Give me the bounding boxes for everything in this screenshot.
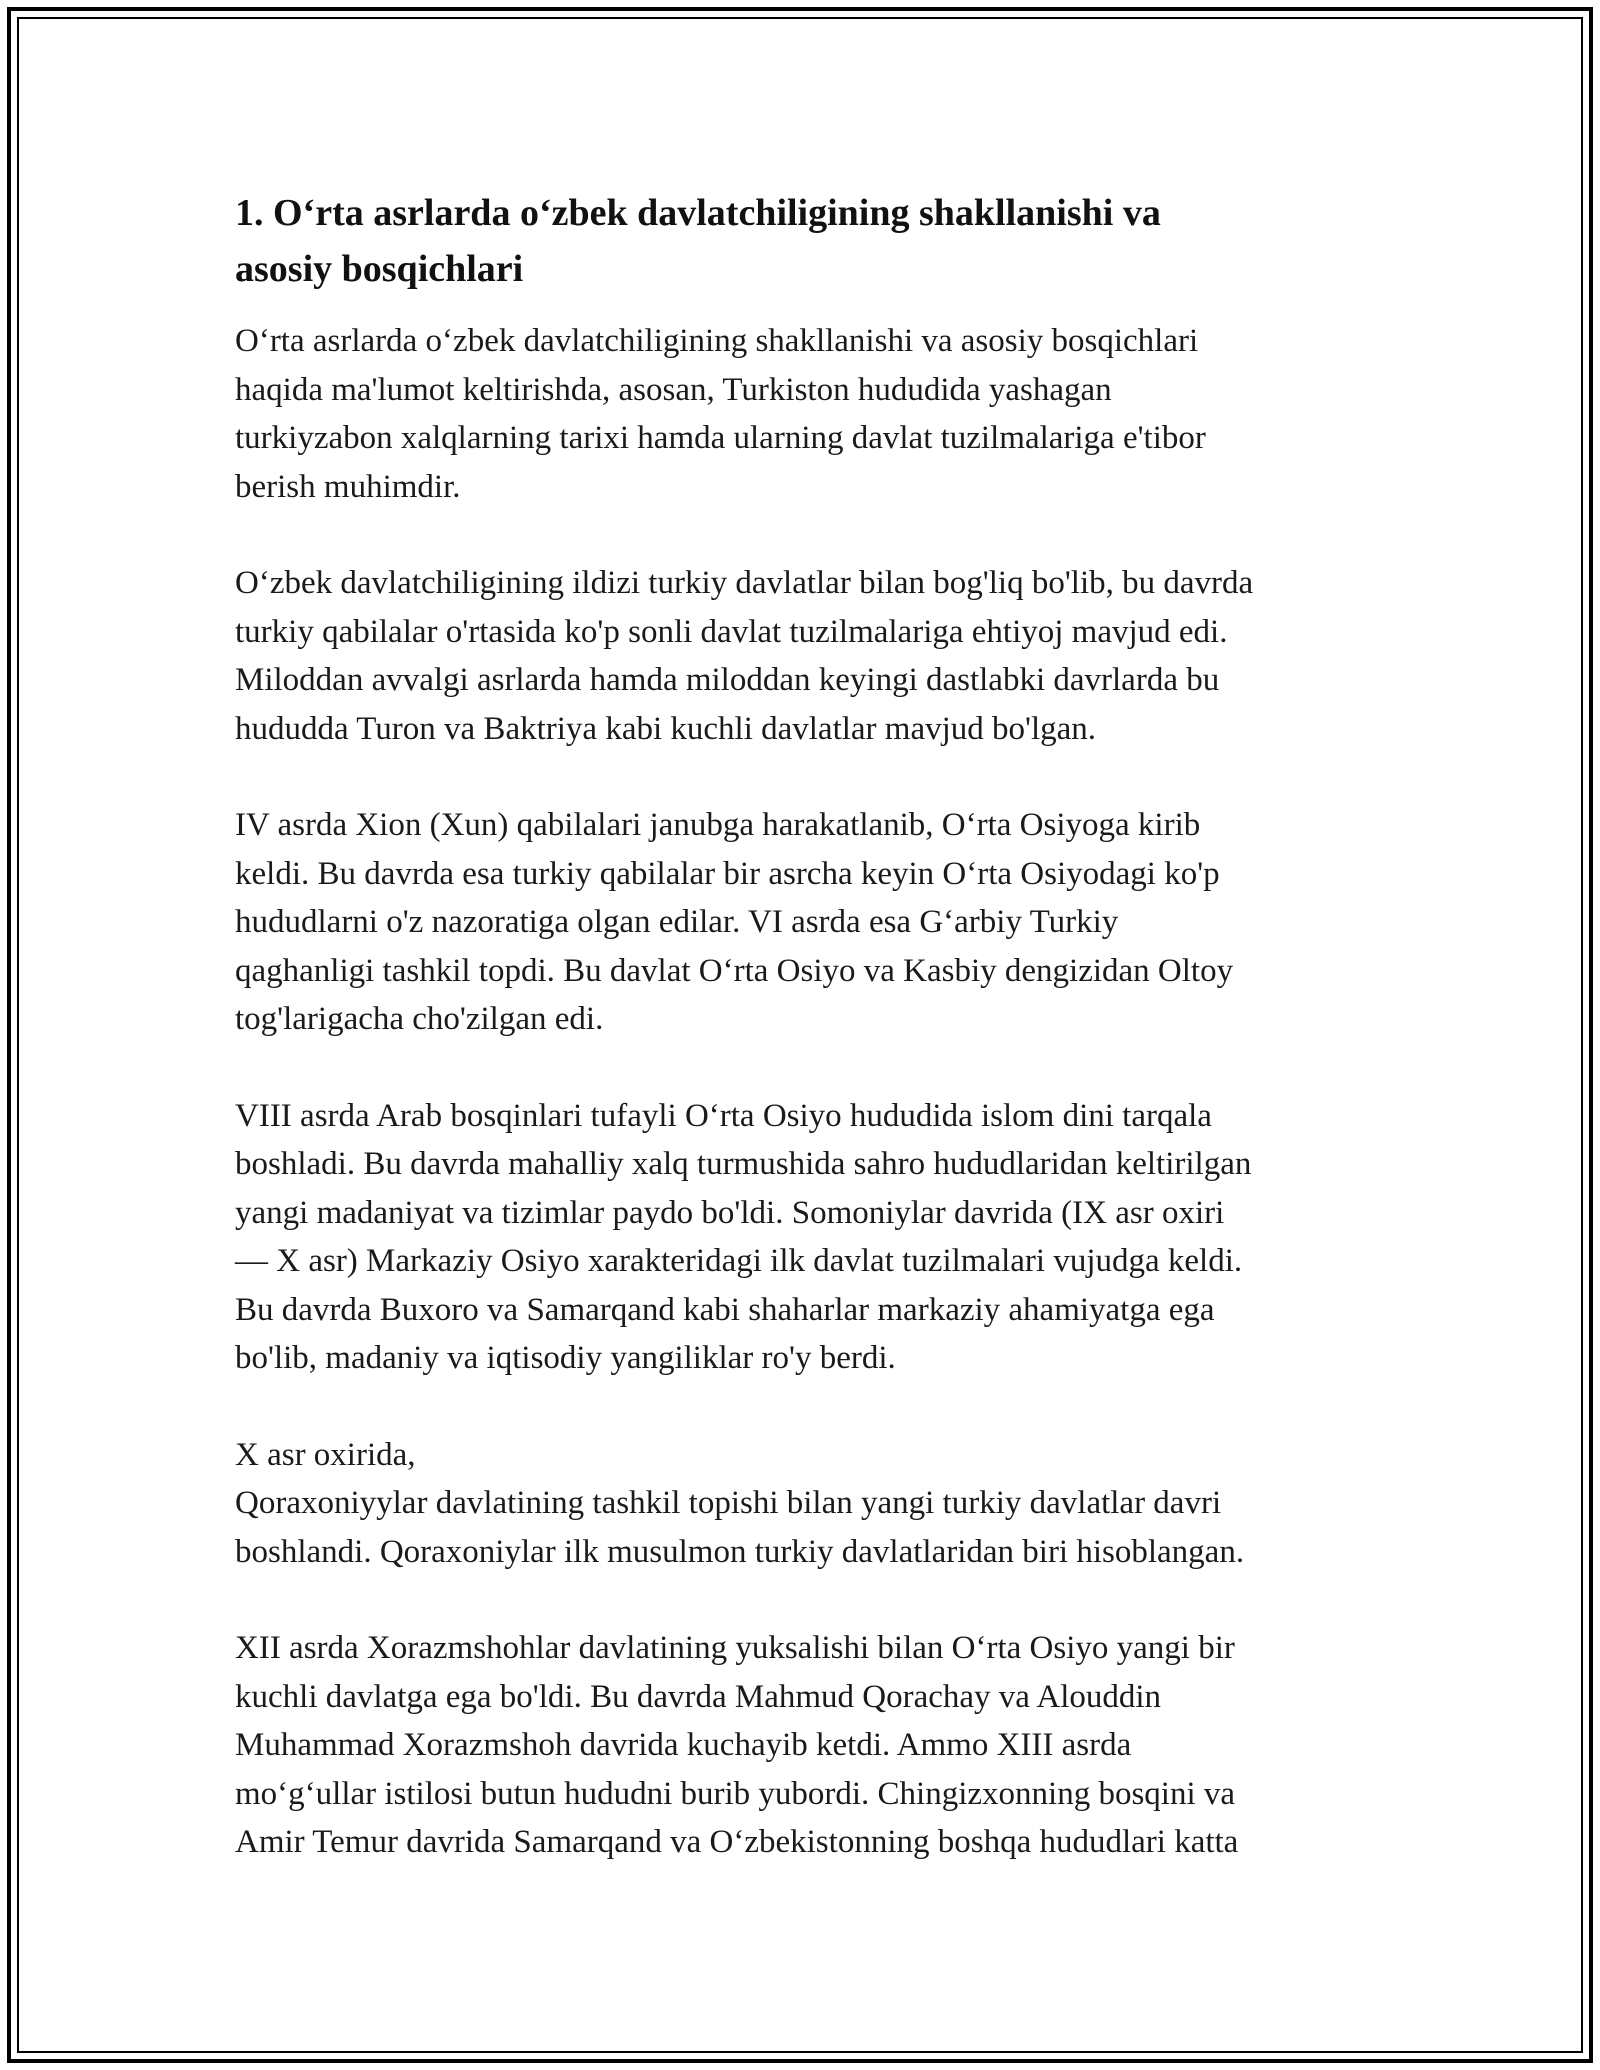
document-title bbox=[235, 185, 1375, 297]
paragraph-1 bbox=[235, 317, 1375, 511]
text-line: Muhammad Xorazmshoh davrida kuchayib ketdi. Ammo XIII asrda bbox=[235, 1727, 1132, 1763]
text-line: hududda Turon va Baktriya kabi kuchli davlatlar mavjud bo'lgan. bbox=[235, 710, 1097, 747]
text-line: bo'lib, madaniy va iqtisodiy yangiliklar ro'y berdi. bbox=[235, 1340, 896, 1376]
text-line: mo‘g‘ullar istilosi butun hududni burib yubordi. Chingizxonning bosqini va bbox=[235, 1775, 1236, 1812]
text-line: X asr oxirida, bbox=[235, 1436, 416, 1473]
text-line: Bu davrda Buxoro va Samarqand kabi shaharlar markaziy ahamiyatga ega bbox=[235, 1291, 1215, 1328]
paragraph-2 bbox=[235, 559, 1375, 753]
text-line: berish muhimdir. bbox=[235, 468, 461, 505]
text-line: hududlarni o'z nazoratiga olgan edilar. VI asrda esa G‘arbiy Turkiy bbox=[235, 904, 1119, 940]
text-line: boshladi. Bu davrda mahalliy xalq turmushida sahro hududlaridan keltirilgan bbox=[235, 1146, 1252, 1182]
title-line: asosiy bosqichlari bbox=[235, 248, 524, 290]
text-line: IV asrda Xion (Xun) qabilalari janubga harakatlanib, O‘rta Osiyoga kirib bbox=[235, 807, 1201, 843]
document-body bbox=[235, 185, 1375, 1915]
text-line: XII asrda Xorazmshohlar davlatining yuksalishi bilan O‘rta Osiyo yangi bir bbox=[235, 1630, 1235, 1666]
text-line: keldi. Bu davrda esa turkiy qabilalar bir asrcha keyin O‘rta Osiyodagi ko'p bbox=[235, 855, 1220, 892]
text-line: O‘zbek davlatchiligining ildizi turkiy davlatlar bilan bog'liq bo'lib, bu davrda bbox=[235, 565, 1254, 601]
text-line: qaghanligi tashkil topdi. Bu davlat O‘rta Osiyo va Kasbiy dengizidan Oltoy bbox=[235, 952, 1234, 989]
text-line: kuchli davlatga ega bo'ldi. Bu davrda Mahmud Qorachay va Alouddin bbox=[235, 1678, 1162, 1715]
text-line: yangi madaniyat va tizimlar paydo bo'ldi. Somoniylar davrida (IX asr oxiri bbox=[235, 1194, 1225, 1231]
text-line: O‘rta asrlarda o‘zbek davlatchiligining shakllanishi va asosiy bosqichlari bbox=[235, 323, 1199, 359]
text-line: boshlandi. Qoraxoniylar ilk musulmon turkiy davlatlaridan biri hisoblangan. bbox=[235, 1533, 1245, 1570]
text-line: turkiy qabilalar o'rtasida ko'p sonli davlat tuzilmalariga ehtiyoj mavjud edi. bbox=[235, 613, 1228, 650]
text-line: Miloddan avvalgi asrlarda hamda miloddan keyingi dastlabki davrlarda bu bbox=[235, 662, 1220, 698]
text-line: — X asr) Markaziy Osiyo xarakteridagi ilk davlat tuzilmalari vujudga keldi. bbox=[235, 1243, 1243, 1279]
text-line: Amir Temur davrida Samarqand va O‘zbekistonning boshqa hududlari katta bbox=[235, 1824, 1239, 1860]
paragraph-4 bbox=[235, 1092, 1375, 1383]
text-line: Qoraxoniyylar davlatining tashkil topishi bilan yangi turkiy davlatlar davri bbox=[235, 1485, 1222, 1521]
paragraph-6 bbox=[235, 1624, 1375, 1867]
paragraph-5 bbox=[235, 1431, 1375, 1577]
paragraph-3 bbox=[235, 801, 1375, 1044]
text-line: turkiyzabon xalqlarning tarixi hamda ularning davlat tuzilmalariga e'tibor bbox=[235, 420, 1206, 456]
text-line: tog'larigacha cho'zilgan edi. bbox=[235, 1001, 604, 1037]
title-line: 1. O‘rta asrlarda o‘zbek davlatchiligining shakllanishi va bbox=[235, 192, 1161, 234]
text-line: haqida ma'lumot keltirishda, asosan, Turkiston hududida yashagan bbox=[235, 371, 1112, 408]
text-line: VIII asrda Arab bosqinlari tufayli O‘rta Osiyo hududida islom dini tarqala bbox=[235, 1097, 1212, 1134]
